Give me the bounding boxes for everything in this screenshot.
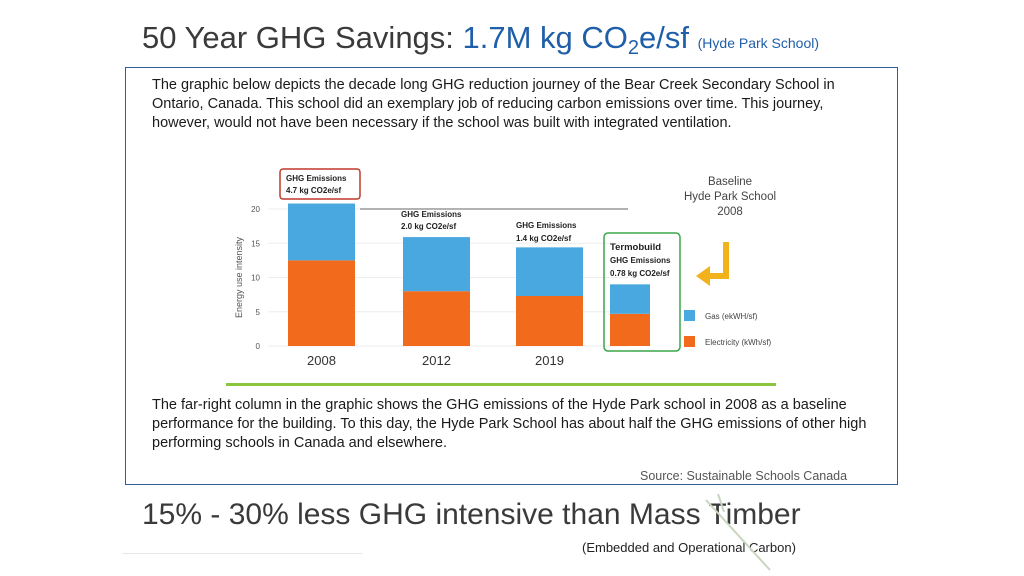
y-tick-label: 10 [251,273,260,283]
bar-gas [403,237,470,291]
page-title [142,18,819,58]
y-tick-label: 20 [251,205,260,214]
bottom-headline: 15% - 30% less GHG intensive than Mass Timber [142,498,801,531]
bar-gas [610,284,650,313]
y-tick-label: 15 [251,239,260,249]
bar-electricity [516,296,583,346]
y-tick-label: 5 [255,307,260,317]
title-value: 1.7M kg $CO_2e/sf$ [462,20,690,59]
legend-swatch [684,336,695,347]
bar-gas [516,247,583,296]
bar-electricity [403,291,470,346]
source-caption: Source: Sustainable Schools Canada [640,469,848,483]
annotation-value: 1.4 kg CO2e/sf [516,234,572,243]
bar-gas [288,204,355,261]
legend-label: Electricity (kWh/sf) [705,338,772,347]
annotation-label: Termobuild [610,242,662,253]
intro-paragraph: The graphic below depicts the decade long GHG reduction journey of the Bear Creek Secondary School in Ontario, Canada. This school did an exemplary job of reducing carbon emissions over time. This journey, however, would not have been necessary if the school was built with integrated ventilation. [152,77,835,131]
divider [122,553,362,554]
baseline-bar [226,383,776,386]
y-tick-label: 0 [255,342,260,351]
baseline-label: Hyde Park School [683,191,777,203]
x-tick-label: 2019 [535,353,564,368]
y-axis-label: Energy use intensity [234,236,244,319]
annotation-title: GHG Emissions [516,221,577,230]
annotation-title: GHG Emissions [286,174,347,183]
baseline-label: Baseline [707,176,753,188]
legend-label: Gas (ekWH/sf) [705,312,758,321]
annotation-value: 4.7 kg CO2e/sf [286,186,342,195]
bar-electricity [288,260,355,346]
x-tick-label: 2008 [307,353,336,368]
legend-swatch [684,310,695,321]
x-tick-label: 2012 [422,353,451,368]
annotation-title: GHG Emissions [401,210,462,219]
annotation-title: GHG Emissions [610,256,671,265]
annotation-value: 2.0 kg CO2e/sf [401,222,457,231]
annotation-value: 0.78 kg CO2e/sf [610,269,670,278]
bottom-note: (Embedded and Operational Carbon) [582,540,796,555]
bar-electricity [610,314,650,346]
decorative-stroke [700,490,780,576]
title-note: (Hyde Park School) [697,35,820,51]
baseline-label: 2008 [717,206,743,218]
title-lead: 50 Year GHG Savings: [142,20,463,55]
outro-paragraph: The far-right column in the graphic shows the GHG emissions of the Hyde Park school in 2008 as a baseline performance for the building. To this day, the Hyde Park School has about half the GHG emissions of other high performing schools in Canada and elsewhere. [152,397,867,451]
ghg-chart [208,160,806,392]
